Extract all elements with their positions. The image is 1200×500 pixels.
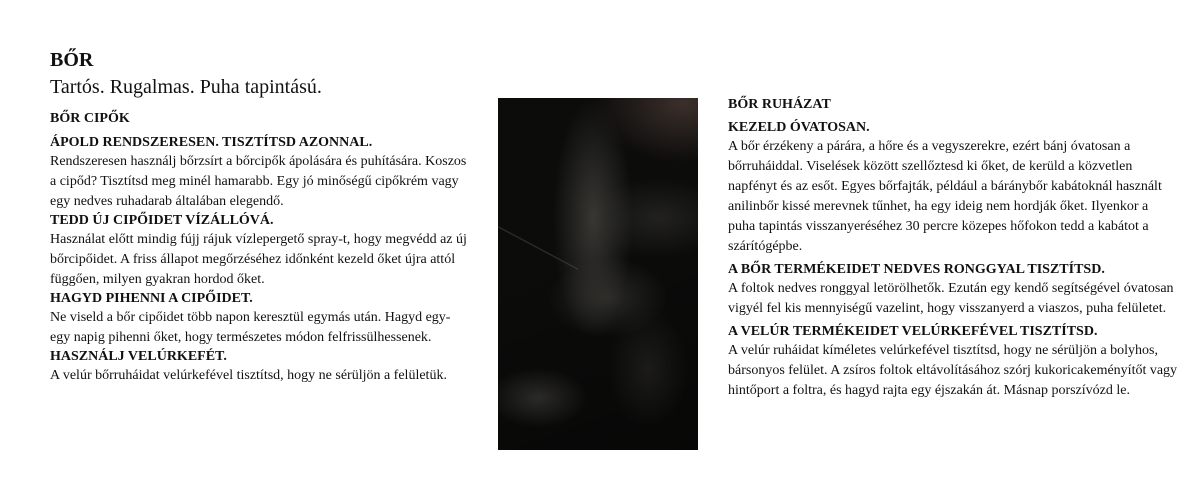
tip-heading: HASZNÁLJ VELÚRKEFÉT. — [50, 349, 227, 364]
tip-body: A bőr érzékeny a párára, a hőre és a vegyszerekre, ezért bánj óvatosan a bőrruháiddal. Viselések között szellőztesd ki őket, de kerüld a közvetlen napfényt és az esőt. Egyes bőrfajták, például a báránybőr kabátoknál használt anilinbőr kissé merevnek tűnhet, ha egy ideig nem hordják őket. Ilyenkor a puha tapintás visszanyeréséhez 30 percre közepes hőfokon tedd a kabátot a szárítógépbe. — [728, 139, 1162, 254]
tip-heading: HAGYD PIHENNI A CIPŐIDET. — [50, 291, 253, 306]
shoe-tip — [50, 212, 470, 290]
tip-heading: ÁPOLD RENDSZERESEN. TISZTÍTSD AZONNAL. — [50, 135, 373, 150]
shoe-tip — [50, 134, 470, 212]
page-subtitle: Tartós. Rugalmas. Puha tapintású. — [50, 76, 322, 98]
tip-body: Használat előtt mindig fújj rájuk vízlepergető spray-t, hogy megvédd az új bőrcipőidet. A friss állapot megőrzéséhez időnként kezeld őket újra attól függően, milyen gyakran hordod őket. — [50, 232, 467, 287]
tip-body: Rendszeresen használj bőrzsírt a bőrcipők ápolására és puhítására. Koszos a cipőd? Tisztítsd meg minél hamarabb. Egy jó minőségű cipőkrém vagy egy nedves ruhadarab általában elegendő. — [50, 154, 467, 209]
tip-heading: KEZELD ÓVATOSAN. — [728, 120, 870, 135]
tip-heading: A BŐR TERMÉKEIDET NEDVES RONGGYAL TISZTÍTSD. — [728, 262, 1105, 277]
tip-body: Ne viseld a bőr cipőidet több napon keresztül egymás után. Hagyd egy-egy napig pihenni őket, hogy természetes módon felfrissülhessenek. — [50, 310, 451, 345]
shoe-tip — [50, 348, 470, 386]
tip-body: A velúr bőrruháidat velúrkefével tisztítsd, hogy ne sérüljön a felületük. — [50, 368, 447, 383]
image-seam-line — [498, 188, 578, 308]
page-title: BŐR — [50, 49, 94, 71]
leather-texture-image — [498, 98, 698, 450]
leather-clothing-column — [728, 96, 1178, 405]
tip-heading: A VELÚR TERMÉKEIDET VELÚRKEFÉVEL TISZTÍTSD. — [728, 324, 1098, 339]
tip-body: A foltok nedves ronggyal letörölhetők. Ezután egy kendő segítségével óvatosan vigyél fel kis mennyiségű vazelint, hogy visszanyerd a viaszos, puha felületet. — [728, 281, 1174, 316]
clothing-tip — [728, 261, 1178, 319]
tip-heading: TEDD ÚJ CIPŐIDET VÍZÁLLÓVÁ. — [50, 213, 274, 228]
tip-body: A velúr ruháidat kíméletes velúrkefével tisztítsd, hogy ne sérüljön a bolyhos, bársonyos felület. A zsíros foltok eltávolításához szórj kukoricakeményítőt vagy hintőport a foltra, és hagyd rajta egy éjszakán át. Másnap porszívózd le. — [728, 343, 1178, 398]
clothing-tip — [728, 323, 1178, 401]
section-title-clothing: BŐR RUHÁZAT — [728, 97, 831, 112]
shoe-tip — [50, 290, 470, 348]
leather-shoes-column — [50, 48, 470, 386]
section-title-shoes: BŐR CIPŐK — [50, 111, 130, 126]
clothing-tip — [728, 119, 1178, 257]
